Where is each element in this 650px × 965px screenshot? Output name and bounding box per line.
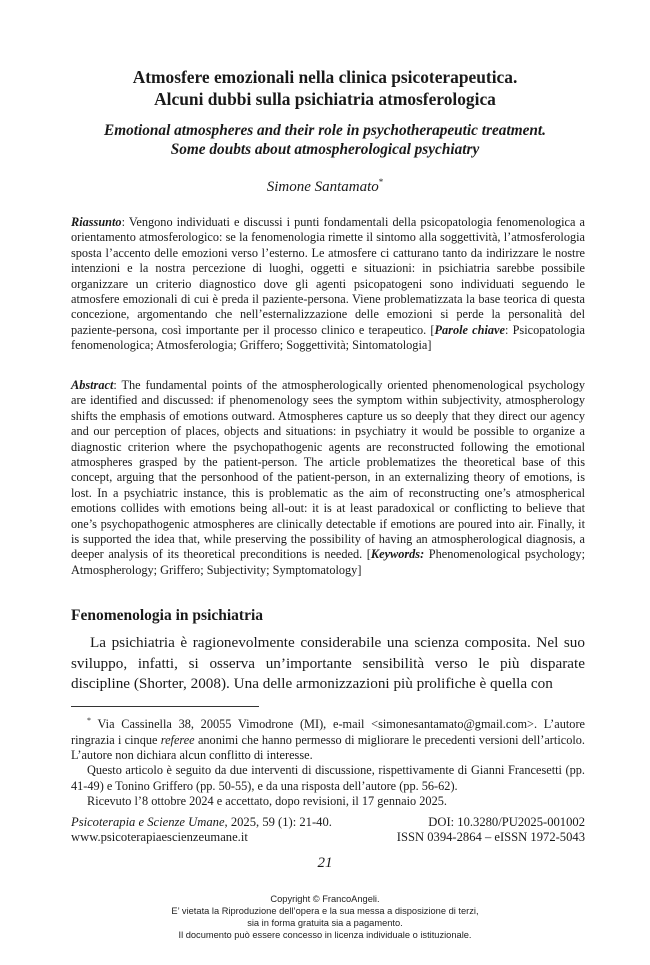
english-title-line-1: Emotional atmospheres and their role in psychotherapeutic treatment. [104, 122, 546, 139]
keywords-text: Phenomenological psychology; Atmospherology; Griffero; Subjectivity; Symptomatology] [71, 547, 586, 577]
copyright-line-4: Il documento può essere concesso in licenza individuale o istituzionale. [178, 930, 472, 940]
riassunto-label: Riassunto [71, 215, 122, 229]
abstract-block [71, 378, 585, 578]
footnote-marker: * [87, 716, 91, 725]
parole-chiave-text: : Psicopatologia fenomenologica; Atmosferologia; Griffero; Soggettività; Sintomatologia] [71, 322, 585, 353]
section-heading: Fenomenologia in psichiatria [71, 607, 264, 624]
copyright-line-3: sia in forma gratuita sia a pagamento. [247, 918, 403, 928]
abstract-label: Abstract [71, 378, 114, 392]
journal-citation [71, 815, 332, 830]
title-line-1: Atmosfere emozionali nella clinica psicoterapeutica. [132, 67, 518, 87]
copyright-line-2: E’ vietata la Riproduzione dell’opera e la sua messa a disposizione di terzi, [171, 906, 479, 916]
page-number: 21 [317, 855, 333, 871]
journal-name: Psicoterapia e Scienze Umane [71, 815, 225, 829]
article-title [60, 66, 590, 110]
footnotes [71, 713, 585, 810]
footnote-author [71, 713, 585, 763]
keywords-label: Keywords: [370, 547, 425, 562]
author-footnote-marker[interactable]: * [378, 177, 384, 187]
footnote-received: Ricevuto l’8 ottobre 2024 e accettato, dopo revisioni, il 17 gennaio 2025. [87, 794, 447, 809]
footnote-referee-word: referee [160, 732, 195, 747]
abstract-text: : The fundamental points of the atmospherologically oriented phenomenological psychology are identified and discussed: if phenomenology sees the symptom within subjectivity, atmospherology shifts the emphasis of emotions outward. Atmospheres capture us so deeply that they direct our agency and our perception of places, objects and situations: in psychiatry it would be possible to organize a diagnostic criterion where the psychopathogenic agents are reconstructed following the emotional atmospheres grasped by the patient-person. The article problematizes the theoretical base of this concept, arguing that the personhood of the patient-person, in an externalizing theory of emotions, is lost. In a psychiatric instance, this is problematic as the aim of reconstructing one’s atmospherical emotions collides with emotions being all-out: it is at least paradoxical or conflicting to believe that one’s psychopathogenic atmospheres are clinically detectable if emotions are poured into air. Finally, it is supported the idea that, while preserving the possibility of having an atmospherological diagnosis, a deeper analysis of its theoretical preconditions is needed. [ [71, 378, 585, 562]
journal-website-link[interactable]: www.psicoterapiaescienzeumane.it [71, 830, 248, 844]
footnote-divider [71, 706, 259, 707]
footnote-author-text-a: Via Cassinella 38, 20055 Vimodrone (MI), e-mail <simonesantamato@gmail.com>. L’autore ringrazia i cinque [71, 717, 585, 747]
english-title [60, 121, 590, 159]
riassunto-text: : Vengono individuati e discussi i punti fondamentali della psicopatologia fenomenologica a orientamento atmosferologico: se la fenomenologia rimette il sintomo alla soggettività, l’atmosferologia sposta l’accento delle emozioni verso l’esterno. Le atmosfere ci catturano tanto da indirizzare le nostre intenzioni e la nostra percezione di luoghi, oggetti e situazioni: in psichiatria sarebbe possibile organizzare un criterio diagnostico dove gli agenti psicopatogeni sono individuati seguendo le atmosfere emozionali di cui è preda il paziente-persona. Viene problematizzata la base teorica di questa concezione, argomentando che nell’esternalizzazione delle emozioni si perde la personalità del paziente-persona, così importante per il processo clinico e terapeutico. [ [71, 215, 585, 337]
doi[interactable]: DOI: 10.3280/PU2025-001002 [428, 815, 585, 829]
issn: ISSN 0394-2864 – eISSN 1972-5043 [396, 830, 585, 844]
title-line-2: Alcuni dubbi sulla psichiatria atmosferologica [154, 89, 496, 109]
copyright-line-1: Copyright © FrancoAngeli. [270, 894, 380, 904]
author-line [60, 173, 590, 196]
footnote-author-text-b: anonimi che hanno permesso di migliorare le precedenti versioni dell’articolo. L’autore non dichiara alcun conflitto di interesse. [71, 732, 585, 762]
journal-volume: , 2025, 59 (1): 21-40. [224, 815, 332, 829]
author-name: Simone Santamato [266, 179, 379, 195]
riassunto-block [71, 215, 585, 354]
copyright-notice [0, 893, 650, 941]
english-title-line-2: Some doubts about atmospherological psychiatry [170, 141, 480, 158]
body-paragraph: La psichiatria è ragionevolmente considerabile una scienza composita. Nel suo sviluppo, infatti, si osserva un’importante sensibilità verso le più disparate discipline (Shorter, 2008). Una delle armonizzazioni più prolifiche è quella con [71, 634, 585, 692]
footnote-discussion: Questo articolo è seguito da due interventi di discussione, rispettivamente di Gianni Francesetti (pp. 41-49) e Tonino Griffero (pp. 50-55), e da una risposta dell’autore (pp. 56-62). [71, 763, 585, 793]
parole-chiave-label: Parole chiave [434, 322, 505, 337]
